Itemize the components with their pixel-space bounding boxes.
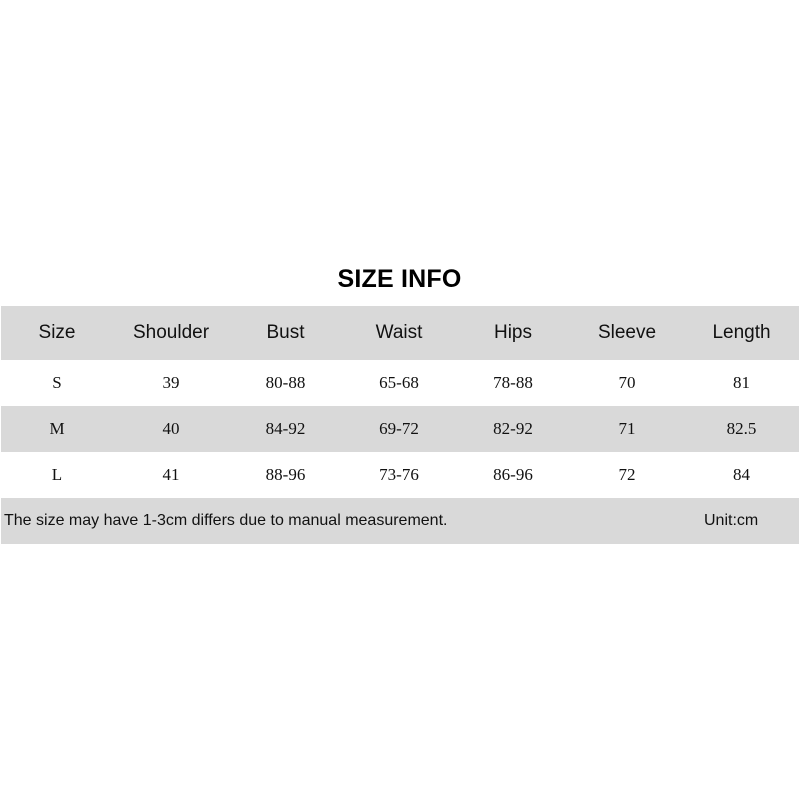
table-cell: 80-88 bbox=[265, 373, 306, 392]
column-header-length: Length bbox=[712, 322, 771, 343]
table-cell: 82-92 bbox=[493, 419, 533, 438]
table-cell: M bbox=[49, 419, 65, 438]
column-header-hips: Hips bbox=[493, 322, 532, 343]
table-cell: L bbox=[51, 465, 63, 484]
column-header-waist: Waist bbox=[375, 322, 423, 343]
table-cell: S bbox=[52, 373, 62, 392]
table-footer bbox=[1, 498, 799, 544]
table-row bbox=[1, 360, 799, 406]
table-cell: 82.5 bbox=[726, 419, 757, 438]
table-cell: 72 bbox=[618, 465, 636, 484]
table-cell: 39 bbox=[162, 373, 180, 392]
table-header-row bbox=[1, 306, 799, 360]
page-title: SIZE INFO bbox=[337, 265, 462, 293]
size-table bbox=[1, 306, 799, 498]
column-header-size: Size bbox=[38, 322, 76, 343]
measurement-note: The size may have 1-3cm differs due to manual measurement. bbox=[4, 512, 448, 529]
table-cell: 70 bbox=[618, 373, 636, 392]
table-cell: 84-92 bbox=[265, 419, 306, 438]
table-cell: 86-96 bbox=[493, 465, 533, 484]
table-cell: 41 bbox=[162, 465, 180, 484]
table-cell: 81 bbox=[733, 373, 750, 392]
table-cell: 69-72 bbox=[379, 419, 419, 438]
table-cell: 84 bbox=[733, 465, 750, 484]
table-cell: 73-76 bbox=[379, 465, 419, 484]
table-row bbox=[1, 452, 799, 498]
table-row bbox=[1, 406, 799, 452]
table-cell: 88-96 bbox=[265, 465, 306, 484]
column-header-sleeve: Sleeve bbox=[597, 322, 657, 343]
table-cell: 78-88 bbox=[493, 373, 533, 392]
table-cell: 65-68 bbox=[379, 373, 419, 392]
column-header-bust: Bust bbox=[266, 322, 305, 343]
table-cell: 40 bbox=[162, 419, 180, 438]
column-header-shoulder: Shoulder bbox=[132, 322, 210, 343]
table-cell: 71 bbox=[618, 419, 636, 438]
unit-label: Unit:cm bbox=[704, 512, 759, 529]
